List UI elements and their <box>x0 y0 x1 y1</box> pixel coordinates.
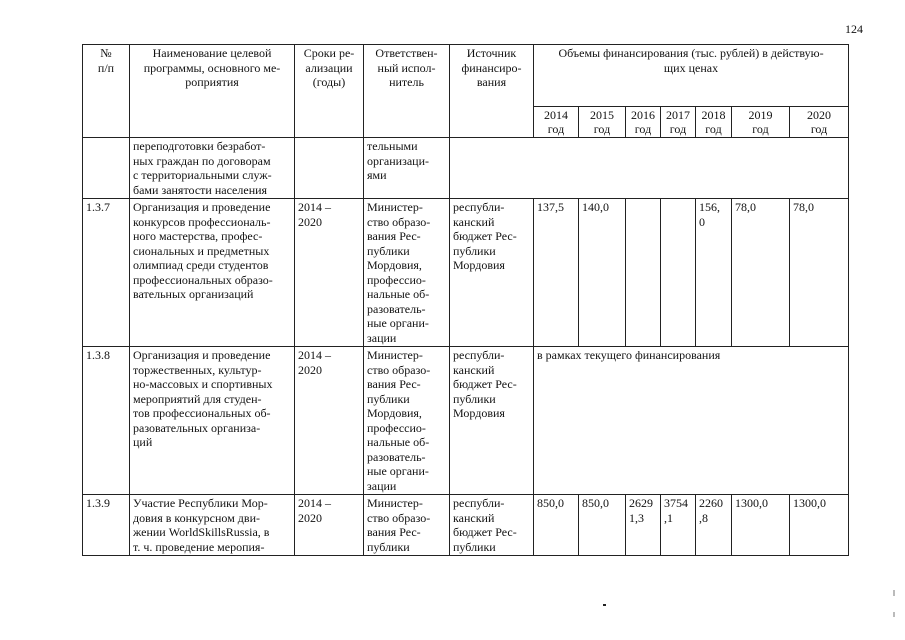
row-merged-value: в рамках текущего финансирования <box>534 347 849 495</box>
row-responsible: Министер- ство образо- вания Рес- публики <box>364 495 450 556</box>
row-value: 2629 1,3 <box>626 495 661 556</box>
table-header-row <box>83 45 849 107</box>
page-number: 124 <box>845 22 863 36</box>
row-value: 140,0 <box>579 199 626 347</box>
row-value: 850,0 <box>579 495 626 556</box>
row-source-and-values <box>450 138 849 199</box>
row-value: 850,0 <box>534 495 579 556</box>
header-funding: Объемы финансирования (тыс. рублей) в действую- щих ценах <box>534 45 849 107</box>
row-terms: 2014 – 2020 <box>295 495 364 556</box>
row-responsible: Министер- ство образо- вания Рес- публики Мордовия, профессио- нальные об- разователь- ные органи- зации <box>364 199 450 347</box>
header-responsible: Ответствен- ный испол- нитель <box>364 45 450 138</box>
header-year: 2019 год <box>732 107 790 138</box>
row-terms: 2014 – 2020 <box>295 199 364 347</box>
row-responsible: Министер- ство образо- вания Рес- публики Мордовия, профессио- нальные об- разователь- ные органи- зации <box>364 347 450 495</box>
scan-speck <box>603 604 606 606</box>
row-value <box>626 199 661 347</box>
header-program-name: Наименование целевой программы, основного ме- роприятия <box>130 45 295 138</box>
row-number <box>83 138 130 199</box>
row-program-name: Организация и проведение конкурсов профессиональ- ного мастерства, профес- сиональных и предметных олимпиад среди студентов профессиональных образо- вательных организаций <box>130 199 295 347</box>
header-year: 2015 год <box>579 107 626 138</box>
row-source: республи- канский бюджет Рес- публики Мордовия <box>450 347 534 495</box>
row-terms <box>295 138 364 199</box>
row-program-name: Участие Республики Мор- довия в конкурсном дви- жении WorldSkillsRussia, в т. ч. проведение меропия- <box>130 495 295 556</box>
table-row <box>83 495 849 556</box>
row-value: 156, 0 <box>696 199 732 347</box>
row-source: республи- канский бюджет Рес- публики Мордовия <box>450 199 534 347</box>
funding-table <box>82 44 849 556</box>
header-source: Источник финансиро- вания <box>450 45 534 138</box>
row-number: 1.3.7 <box>83 199 130 347</box>
row-value: 78,0 <box>732 199 790 347</box>
row-value: 3754 ,1 <box>661 495 696 556</box>
header-year: 2018 год <box>696 107 732 138</box>
table-row <box>83 199 849 347</box>
header-year: 2017 год <box>661 107 696 138</box>
row-number: 1.3.9 <box>83 495 130 556</box>
row-value: 1300,0 <box>732 495 790 556</box>
row-program-name: переподготовки безработ- ных граждан по договорам с территориальными служ- бами занятости населения <box>130 138 295 199</box>
row-value <box>661 199 696 347</box>
scan-speck <box>893 590 895 596</box>
row-value: 2260 ,8 <box>696 495 732 556</box>
row-number: 1.3.8 <box>83 347 130 495</box>
header-year: 2020 год <box>790 107 849 138</box>
header-terms: Сроки ре- ализации (годы) <box>295 45 364 138</box>
scan-speck <box>893 612 895 617</box>
table-row <box>83 347 849 495</box>
row-value: 78,0 <box>790 199 849 347</box>
header-year: 2016 год <box>626 107 661 138</box>
row-responsible: тельными организаци- ями <box>364 138 450 199</box>
row-value: 137,5 <box>534 199 579 347</box>
header-number: № п/п <box>83 45 130 138</box>
table-row <box>83 138 849 199</box>
row-value: 1300,0 <box>790 495 849 556</box>
row-program-name: Организация и проведение торжественных, культур- но-массовых и спортивных мероприятий для студен- тов профессиональных об- разовательных организа- ций <box>130 347 295 495</box>
row-terms: 2014 – 2020 <box>295 347 364 495</box>
header-year: 2014 год <box>534 107 579 138</box>
row-source: республи- канский бюджет Рес- публики <box>450 495 534 556</box>
